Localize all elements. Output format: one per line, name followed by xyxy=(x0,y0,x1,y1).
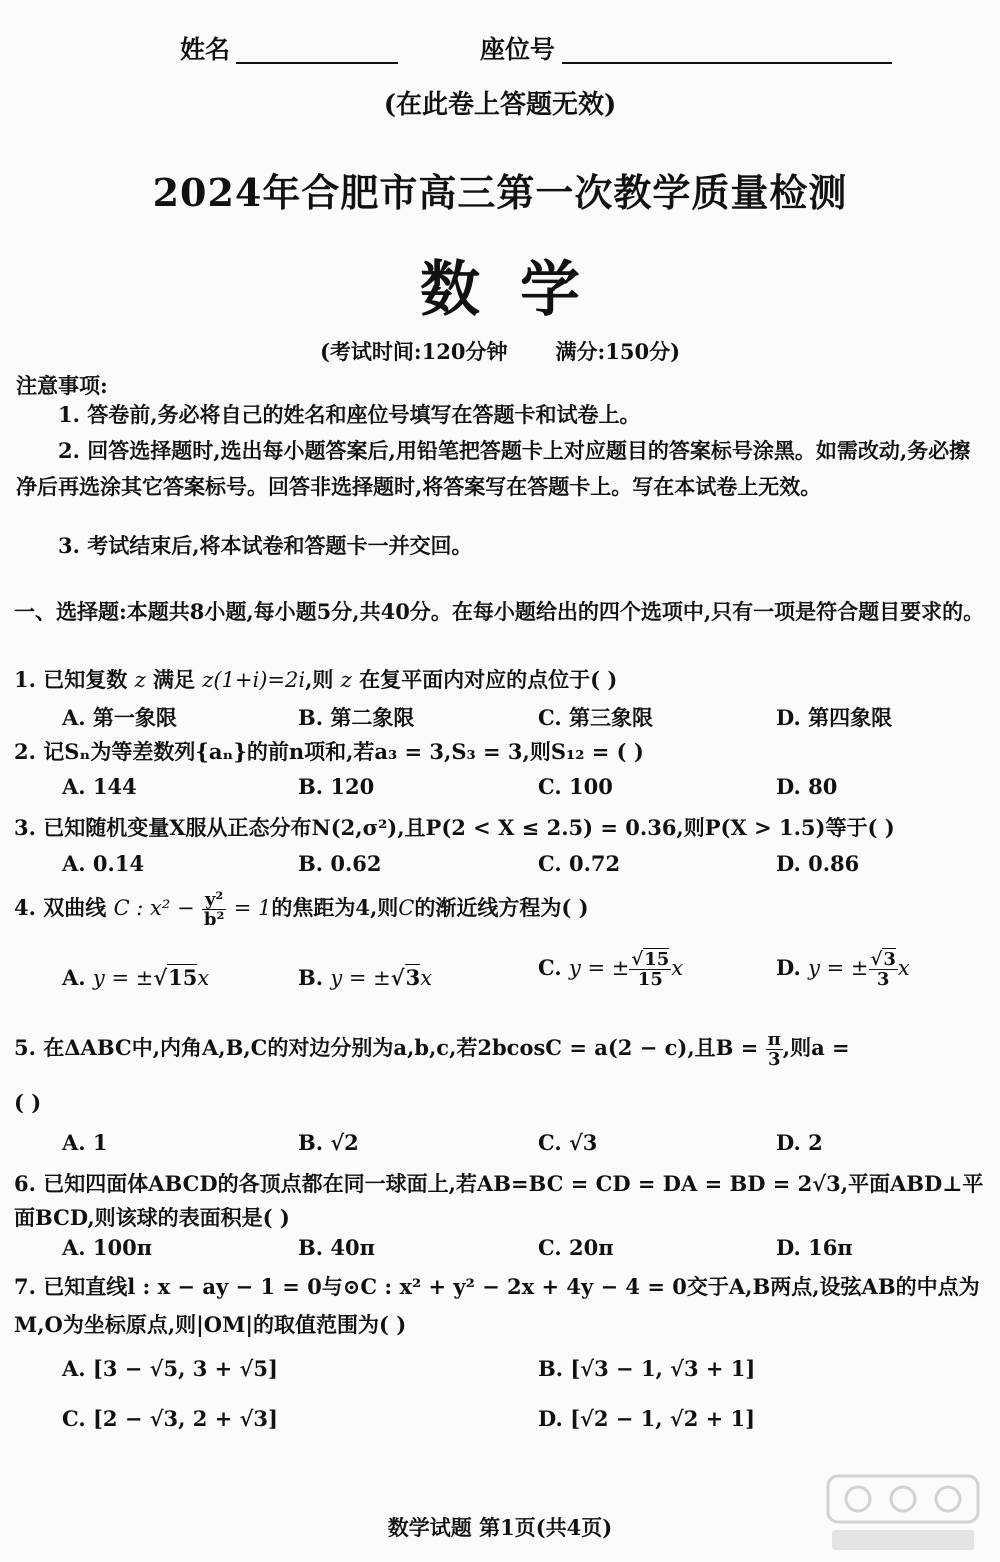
exam-time: (考试时间:120分钟 xyxy=(319,339,508,364)
math-var: z xyxy=(134,668,146,692)
note-item-1: 1. 答卷前,务必将自己的姓名和座位号填写在答题卡和试卷上。 xyxy=(58,402,641,427)
header-fields xyxy=(0,28,1000,68)
question-number: 2. xyxy=(14,739,36,764)
q2-option-d[interactable]: D. 80 xyxy=(776,774,838,799)
q7-option-a[interactable]: A. [3 − √5, 3 + √5] xyxy=(62,1356,278,1381)
question-text: 在ΔABC中,内角A,B,C的对边分别为a,b,c,若2bcosC = a(2 − c),且B = xyxy=(43,1035,759,1060)
math-expression: y = ± xyxy=(330,966,391,990)
section-heading: 一、选择题:本题共8小题,每小题5分,共40分。在每小题给出的四个选项中,只有一项是符合题目要求的。 xyxy=(14,599,985,624)
question-text: 在复平面内对应的点位于( ) xyxy=(359,667,618,692)
question-5 xyxy=(14,1030,986,1069)
question-number: 3. xyxy=(14,815,36,840)
q6-option-d[interactable]: D. 16π xyxy=(776,1235,853,1260)
math-var: x xyxy=(420,966,433,990)
q5-option-c[interactable]: C. √3 xyxy=(538,1130,598,1155)
option-label: C. xyxy=(538,955,562,980)
radicand: 3 xyxy=(405,965,421,990)
q2-option-a[interactable]: A. 144 xyxy=(62,774,137,799)
q3-option-a[interactable]: A. 0.14 xyxy=(62,851,145,876)
seat-blank[interactable] xyxy=(562,62,892,64)
fraction-numerator: √15 xyxy=(631,949,670,970)
question-text: 已知随机变量X服从正态分布N(2,σ²),且P(2 < X ≤ 2.5) = 0.36,则P(X > 1.5)等于( ) xyxy=(43,815,895,840)
q6-option-c[interactable]: C. 20π xyxy=(538,1235,614,1260)
q7-option-c[interactable]: C. [2 − √3, 2 + √3] xyxy=(62,1406,278,1431)
math-expression: y = ± xyxy=(568,956,630,980)
fraction-numerator: y² xyxy=(202,890,226,910)
question-text: 已知复数 xyxy=(43,667,128,692)
q3-option-b[interactable]: B. 0.62 xyxy=(298,851,382,876)
subject-title: 数学 xyxy=(420,255,620,325)
question-text: 满足 xyxy=(152,667,195,692)
fraction-denominator: 3 xyxy=(876,969,890,990)
math-var: C xyxy=(398,896,415,920)
fraction xyxy=(766,1030,783,1069)
name-label: 姓名 xyxy=(180,35,231,64)
question-6 xyxy=(14,1167,986,1235)
math-expression: = 1 xyxy=(233,896,272,920)
radicand: 15 xyxy=(644,949,670,970)
math-expression: y = ± xyxy=(808,956,869,980)
question-number: 6. xyxy=(14,1171,36,1196)
q3-option-d[interactable]: D. 0.86 xyxy=(776,851,860,876)
fraction-numerator: √3 xyxy=(870,949,896,970)
question-text: 已知直线l : x − ay − 1 = 0与⊙C : x² + y² − 2x + 4y − 4 = 0交于A,B两点,设弦AB的中点为M,O为坐标原点,则|OM|的取值范围为( ) xyxy=(14,1274,980,1337)
math-var: x xyxy=(197,966,210,990)
question-text: ,则a = xyxy=(782,1035,850,1060)
exam-info xyxy=(0,336,1000,366)
fraction-numerator: π xyxy=(767,1029,781,1050)
question-text: ,则 xyxy=(305,667,334,692)
seat-label: 座位号 xyxy=(480,35,556,64)
question-4 xyxy=(14,890,986,929)
option-label: B. xyxy=(298,965,324,990)
fraction xyxy=(869,950,898,989)
q5-option-b[interactable]: B. √2 xyxy=(298,1130,359,1155)
name-blank[interactable] xyxy=(236,62,398,64)
math-expression: z(1+i)=2i xyxy=(202,668,306,692)
notes-heading: 注意事项: xyxy=(16,373,108,398)
question-7 xyxy=(14,1268,986,1344)
q7-option-b[interactable]: B. [√3 − 1, √3 + 1] xyxy=(538,1356,756,1381)
q5-option-a[interactable]: A. 1 xyxy=(62,1130,108,1155)
q5-paren: ( ) xyxy=(14,1090,42,1115)
question-text: 的渐近线方程为( ) xyxy=(414,895,589,920)
watermark-logo xyxy=(818,1470,988,1555)
math-var: x xyxy=(897,956,910,980)
math-var: x xyxy=(671,956,684,980)
q1-option-d[interactable]: D. 第四象限 xyxy=(776,705,893,730)
exam-title: 2024年合肥市高三第一次教学质量检测 xyxy=(152,170,848,215)
q3-option-c[interactable]: C. 0.72 xyxy=(538,851,621,876)
radicand: 3 xyxy=(883,949,896,970)
fraction-denominator: 15 xyxy=(637,969,663,990)
q4-option-d[interactable] xyxy=(776,950,910,989)
question-text: 的焦距为4,则 xyxy=(271,895,399,920)
question-text: 双曲线 xyxy=(43,895,107,920)
q4-option-b[interactable]: B. y = ±√3x xyxy=(298,965,433,990)
q2-option-b[interactable]: B. 120 xyxy=(298,774,375,799)
q5-option-d[interactable]: D. 2 xyxy=(776,1130,823,1155)
q1-option-b[interactable]: B. 第二象限 xyxy=(298,705,415,730)
radicand: 15 xyxy=(168,965,198,990)
q4-option-a[interactable]: A. y = ±√15x xyxy=(62,965,210,990)
fraction xyxy=(202,890,226,929)
question-1 xyxy=(14,664,986,694)
note-item-2: 2. 回答选择题时,选出每小题答案后,用铅笔把答题卡上对应题目的答案标号涂黑。如需改动,务必擦净后再选涂其它答案标号。回答非选择题时,将答案写在答题卡上。写在本试卷上无效。 xyxy=(16,438,971,499)
math-expression: y = ± xyxy=(92,966,154,990)
fraction-denominator: 3 xyxy=(767,1049,781,1070)
note-item-3: 3. 考试结束后,将本试卷和答题卡一并交回。 xyxy=(58,533,473,558)
question-text: 记Sₙ为等差数列{aₙ}的前n项和,若a₃ = 3,S₃ = 3,则S₁₂ = ( ) xyxy=(43,739,644,764)
q1-option-c[interactable]: C. 第三象限 xyxy=(538,705,653,730)
math-expression: C : x² − xyxy=(113,896,195,920)
question-text: 已知四面体ABCD的各顶点都在同一球面上,若AB=BC = CD = DA = BD = 2√3,平面ABD⊥平面BCD,则该球的表面积是( ) xyxy=(14,1171,984,1230)
q4-option-c[interactable] xyxy=(538,950,683,989)
page-footer: 数学试题 第1页(共4页) xyxy=(387,1515,613,1540)
question-number: 4. xyxy=(14,895,36,920)
q6-option-b[interactable]: B. 40π xyxy=(298,1235,375,1260)
question-number: 7. xyxy=(14,1274,36,1299)
q6-option-a[interactable]: A. 100π xyxy=(62,1235,153,1260)
question-number: 5. xyxy=(14,1035,36,1060)
option-label: A. xyxy=(62,965,86,990)
option-label: D. xyxy=(776,955,801,980)
question-3 xyxy=(14,812,986,842)
q1-option-a[interactable]: A. 第一象限 xyxy=(62,705,177,730)
invalid-note: (在此卷上答题无效) xyxy=(383,90,617,120)
question-number: 1. xyxy=(14,667,36,692)
q2-option-c[interactable]: C. 100 xyxy=(538,774,613,799)
question-2 xyxy=(14,736,986,766)
fraction xyxy=(629,950,671,989)
fraction-denominator: b² xyxy=(203,909,225,930)
math-var: z xyxy=(340,668,352,692)
q7-option-d[interactable]: D. [√2 − 1, √2 + 1] xyxy=(538,1406,756,1431)
exam-score: 满分:150分) xyxy=(555,339,681,364)
